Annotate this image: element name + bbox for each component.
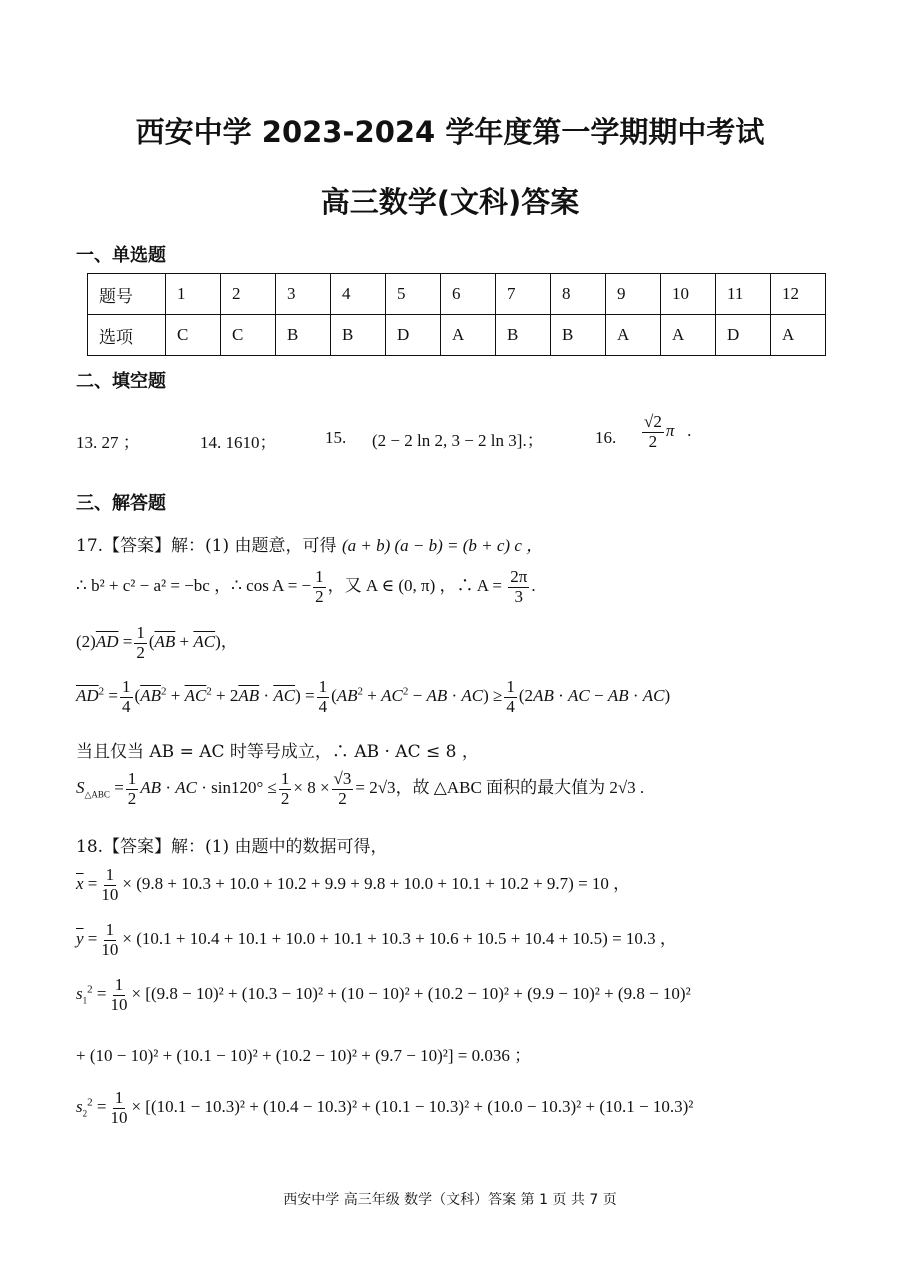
table-header-cell: 选项 (88, 315, 166, 356)
table-cell: B (496, 315, 551, 356)
table-cell: 9 (606, 274, 661, 315)
q18-s1-cont: + (10 − 10)² + (10.1 − 10)² + (10.2 − 10)² + (9.7 − 10)²] = 0.036 ； (76, 1046, 532, 1065)
q17-area-line: $S_{\triangle ABC}$ = $\frac{1}{2}$ AB · AC · sin120° ≤ $\frac{1}{2}$ × 8 × $\frac{√3}{2}$ = 2√3，故 △ABC 面积的最大值为 2√3 . (76, 769, 645, 808)
section-single-choice: 一、单选题 (76, 245, 166, 266)
table-cell: B (551, 315, 606, 356)
title-line-1: 西安中学 2023-2024 学年度第一学期期中考试 (135, 115, 765, 149)
table-cell: A (661, 315, 716, 356)
title-line-2: 高三数学(文科)答案 (320, 185, 580, 219)
q18-ybar: × (10.1 + 10.4 + 10.1 + 10.0 + 10.1 + 10.3 + 10.6 + 10.5 + 10.4 + 10.5) = 10.3 ， (122, 929, 677, 949)
q17-range-text: ，又 A ∈ (0, π) ，∴ A = (327, 576, 502, 596)
table-cell: 1 (166, 274, 221, 315)
q17-head: 17.【答案】解：(1) 由题意，可得 (76, 536, 337, 556)
q18-s2-line: $s_2^2$ = $\frac{1}{10}$ × [(10.1 − 10.3)² + (10.4 − 10.3)² + (10.1 − 10.3)² + (10.0 − 10.3)² + (10.1 − 10.3)² (76, 1088, 694, 1127)
table-header-cell: 题号 (88, 274, 166, 315)
table-cell: A (771, 315, 826, 356)
q17-comma: ， (220, 632, 238, 652)
table-cell: 3 (276, 274, 331, 315)
table-cell: 11 (716, 274, 771, 315)
table-cell: 10 (661, 274, 716, 315)
section-fill-blank: 二、填空题 (76, 371, 166, 392)
q18-xbar: × (9.8 + 10.3 + 10.0 + 10.2 + 9.9 + 9.8 + 10.0 + 10.1 + 10.2 + 9.7) = 10 ， (122, 874, 631, 894)
page-footer: 西安中学 高三年级 数学（文科）答案 第 1 页 共 7 页 (283, 1192, 617, 1208)
q17-part2: (2) (76, 632, 96, 652)
answer-16-label: 16. (595, 428, 617, 447)
answer-15: (2 − 2 ln 2, 3 − 2 ln 3].； (372, 431, 544, 450)
table-cell: 5 (386, 274, 441, 315)
q17-area-tail: ，故 △ABC 面积的最大值为 2√3 . (395, 778, 645, 798)
q17-cos-text: ∴ b² + c² − a² = −bc ，∴ cos A = − (76, 576, 312, 596)
section-solutions: 三、解答题 (76, 493, 166, 514)
table-cell: B (276, 315, 331, 356)
q18-s2-a: × [(10.1 − 10.3)² + (10.4 − 10.3)² + (10.1 − 10.3)² + (10.0 − 10.3)² + (10.1 − 10.3)² (131, 1097, 694, 1117)
q17-period: . (531, 576, 536, 596)
q17-line-3: $(2)\overline{AD}$ = $\frac{1}{2}$ $(\overline{AB} + \overline{AC})$， (76, 623, 238, 662)
table-row (88, 315, 826, 356)
answer-15-label: 15. (325, 428, 347, 447)
answer-13: 13. 27 ； (76, 433, 140, 452)
table-row (88, 274, 826, 315)
table-cell: B (331, 315, 386, 356)
table-cell: C (166, 315, 221, 356)
q17-line-1 (76, 531, 543, 556)
table-cell: 6 (441, 274, 496, 315)
table-cell: A (606, 315, 661, 356)
q18-s1-line: $s_1^2$ = $\frac{1}{10}$ × [(9.8 − 10)² + (10.3 − 10)² + (10 − 10)² + (10.2 − 10)² + (9.9 − 10)² + (9.8 − 10)² (76, 975, 691, 1014)
q17-condition: 当且仅当 AB = AC 时等号成立，∴ AB · AC ≤ 8 ， (76, 742, 479, 762)
table-cell: 8 (551, 274, 606, 315)
table-cell: 4 (331, 274, 386, 315)
q18-ybar-line: $\overline{y}$ = $\frac{1}{10}$ × (10.1 + 10.4 + 10.1 + 10.0 + 10.1 + 10.3 + 10.6 + 10.5 + 10.4 + 10.5) = 10.3 ， (76, 920, 677, 959)
q17-line-2: ∴ b² + c² − a² = −bc ，∴ cos A = − $\frac{1}{2}$ ，又 A ∈ (0, π) ，∴ A = $\frac{2\pi}{3}$ . (76, 567, 536, 606)
q18-s1-a: × [(9.8 − 10)² + (10.3 − 10)² + (10 − 10)² + (10.2 − 10)² + (9.9 − 10)² + (9.8 − 10)² (131, 984, 691, 1004)
answer-14: 14. 1610； (200, 433, 277, 452)
table-cell: 2 (221, 274, 276, 315)
table-cell: 12 (771, 274, 826, 315)
q17-equation-1: (a + b) (a − b) = (b + c) c ， (341, 536, 544, 555)
table-cell: 7 (496, 274, 551, 315)
answer-16-formula: $\frac{√2}{2}$ π . (644, 412, 692, 451)
q18-head: 18.【答案】解：(1) 由题中的数据可得， (76, 837, 388, 857)
q17-line-4: $\overline{AD}^2$ = $\frac{1}{4}$ $(\overline{AB}^2 + \overline{AC}^2 + 2\overline{AB} \cdot \overline{AC})$ = $\frac{1}{4}$ ($AB^2 + AC^2$ − AB · AC) ≥ $\frac{1}{4}$ (2AB · AC − AB · AC) (76, 677, 671, 716)
table-cell: D (386, 315, 441, 356)
q18-xbar-line: $\overline{x}$ = $\frac{1}{10}$ × (9.8 + 10.3 + 10.0 + 10.2 + 9.9 + 9.8 + 10.0 + 10.1 + 10.2 + 9.7) = 10 ， (76, 865, 631, 904)
answer-table (87, 273, 826, 356)
table-cell: D (716, 315, 771, 356)
table-cell: A (441, 315, 496, 356)
table-cell: C (221, 315, 276, 356)
